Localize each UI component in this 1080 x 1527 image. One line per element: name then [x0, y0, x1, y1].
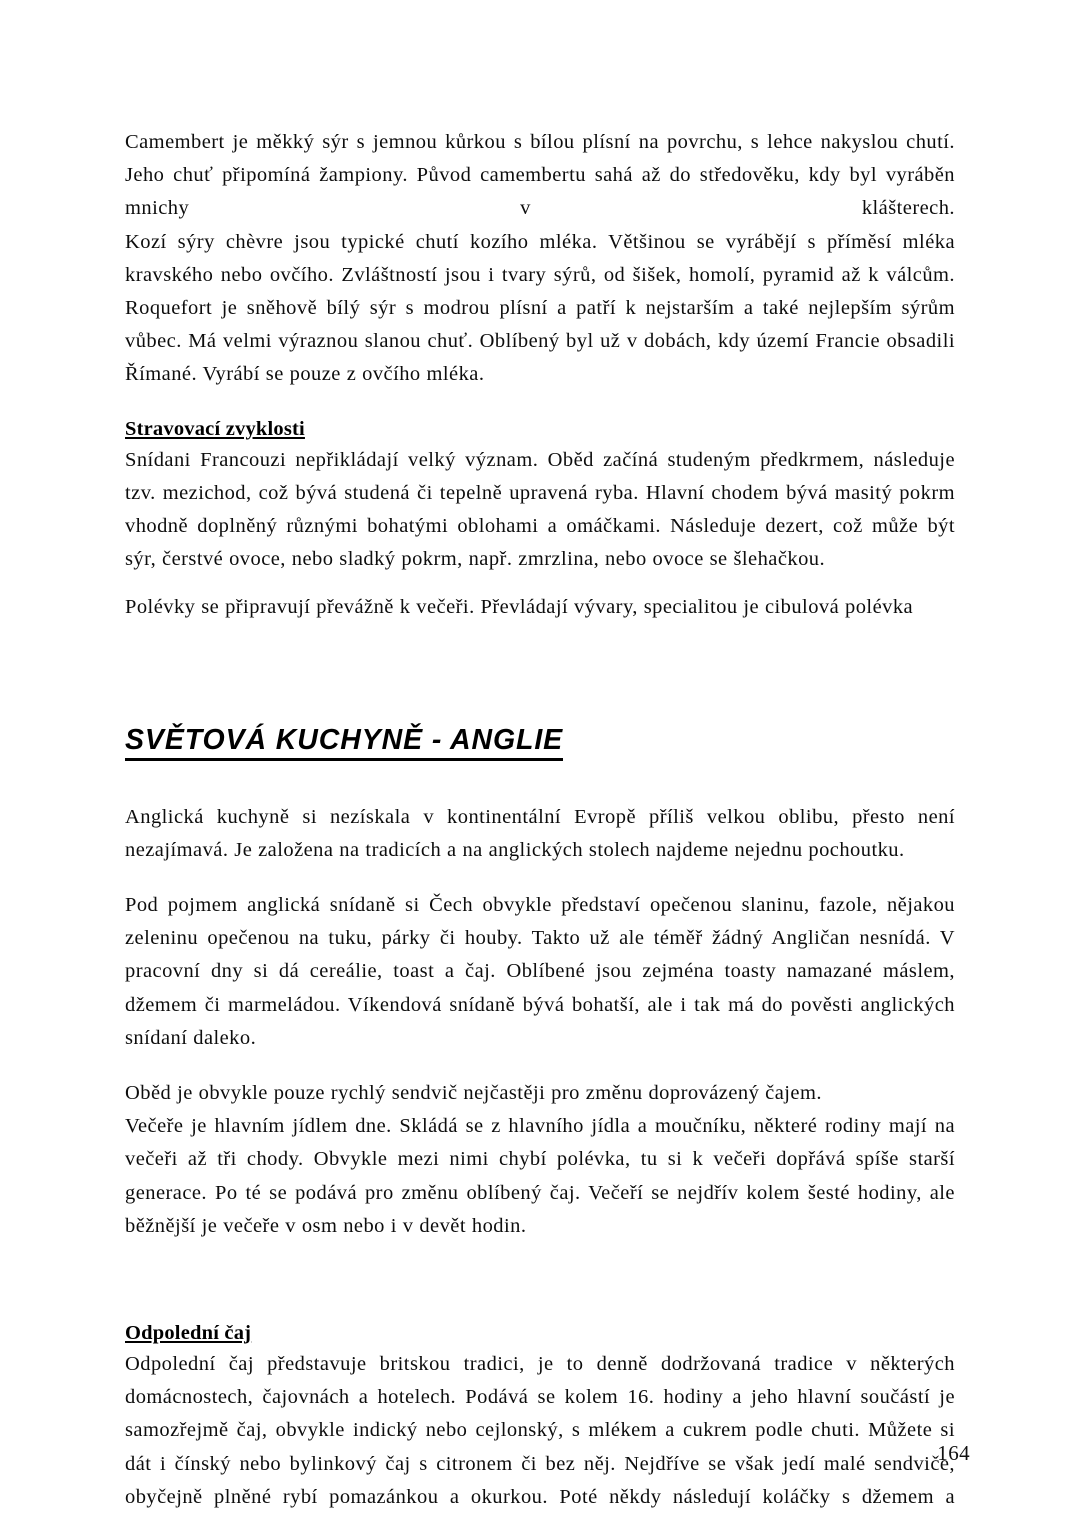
page-number: 164: [937, 1441, 970, 1465]
paragraph-camembert: Camembert je měkký sýr s jemnou kůrkou s bílou plísní na povrchu, s lehce nakyslou chutí. Jeho chuť připomíná žampiony. Původ camembertu sahá až do středověku, kdy byl vyráběn mnichy v klášterech.: [125, 131, 955, 220]
section-title-text: SVĚTOVÁ KUCHYNĚ - ANGLIE: [125, 723, 563, 761]
section-title-world-cuisine-england: [125, 723, 955, 761]
paragraph-dinner: Večeře je hlavním jídlem dne. Skládá se z hlavního jídla a moučníku, některé rodiny mají na večeři až tři chody. Obvykle mezi nimi chybí polévka, tu si k večeři dopřává spíše starší generace. Po té se podává pro změnu oblíbený čaj. Večeří se nejdřív kolem šesté hodiny, ale běžnější je večeře v osm nebo i v devět hodin.: [125, 1115, 955, 1237]
heading-afternoon-tea-text: Odpolední čaj: [125, 1322, 252, 1345]
spacer: [125, 392, 955, 414]
heading-afternoon-tea: [125, 1318, 955, 1348]
paragraph-english-cuisine-intro: Anglická kuchyně si nezískala v kontinentální Evropě příliš velkou oblibu, přesto není nezajímavá. Je založena na tradicích a na anglických stolech najdeme nejednu pochoutku.: [125, 805, 955, 861]
paragraph-goat-cheese: Kozí sýry chèvre jsou typické chutí kozího mléka. Většinou se vyrábějí s příměsí mléka kravského nebo ovčího. Zvláštností jsou i tvary sýrů, od šišek, homolí, pyramid až k válcům.: [125, 230, 955, 286]
heading-eating-habits-text: Stravovací zvyklosti: [125, 417, 305, 440]
spacer: [125, 1055, 955, 1077]
paragraph-lunch: Oběd je obvykle pouze rychlý sendvič nejčastěji pro změnu doprovázený čajem.: [125, 1082, 822, 1105]
heading-eating-habits: [125, 414, 955, 444]
spacer: [125, 1243, 955, 1318]
page-content: [125, 126, 955, 1514]
paragraph-eating-habits: Snídani Francouzi nepřikládají velký význam. Oběd začíná studeným předkrmem, následuje tzv. mezichod, což bývá studená či tepelně upravená ryba. Hlavní chodem bývá masitý pokrm vhodně doplněný různými bohatými oblohami a omáčkami. Následuje dezert, což může být sýr, čerstvé ovoce, nebo sladký pokrm, např. zmrzlina, nebo ovoce se šlehačkou.: [125, 448, 955, 571]
paragraph-english-breakfast: Pod pojmem anglická snídaně si Čech obvykle představí opečenou slaninu, fazole, nějakou zeleninu opečenou na tuku, párky či houby. Takto už ale téměř žádný Angličan nesnídá. V pracovní dny si dá cereálie, toast a čaj. Oblíbené jsou zejména toasty namazané máslem, džemem či marmeládou. Víkendová snídaně bývá bohatší, ale i tak má do pověsti anglických snídaní daleko.: [125, 894, 955, 1049]
spacer: [125, 867, 955, 889]
paragraph-afternoon-tea: Odpolední čaj představuje britskou tradici, je to denně dodržovaná tradice v některých domácnostech, čajovnách a hotelech. Podává se kolem 16. hodiny a jeho hlavní součástí je samozřejmě čaj, obvykle indický nebo cejlonský, s mlékem a cukrem podle chuti. Můžete si dát i čínský nebo bylinkový čaj s citronem či bez něj. Nejdříve se však jedí malé sendviče, obyčejně plněné rybí pomazánkou a okurkou. Poté někdy následují koláčky s džemem a: [125, 1353, 955, 1508]
paragraph-roquefort: Roquefort je sněhově bílý sýr s modrou plísní a patří k nejstarším a také nejlepším sýrům vůbec. Má velmi výraznou slanou chuť. Oblíbený byl už v dobách, kdy území Francie obsadili Římané. Vyrábí se pouze z ovčího mléka.: [125, 297, 955, 386]
spacer: [125, 576, 955, 591]
spacer: [125, 761, 955, 801]
paragraph-soup: Polévky se připravují převážně k večeři. Převládají vývary, specialitou je cibulová polévka: [125, 596, 914, 619]
spacer: [125, 625, 955, 723]
